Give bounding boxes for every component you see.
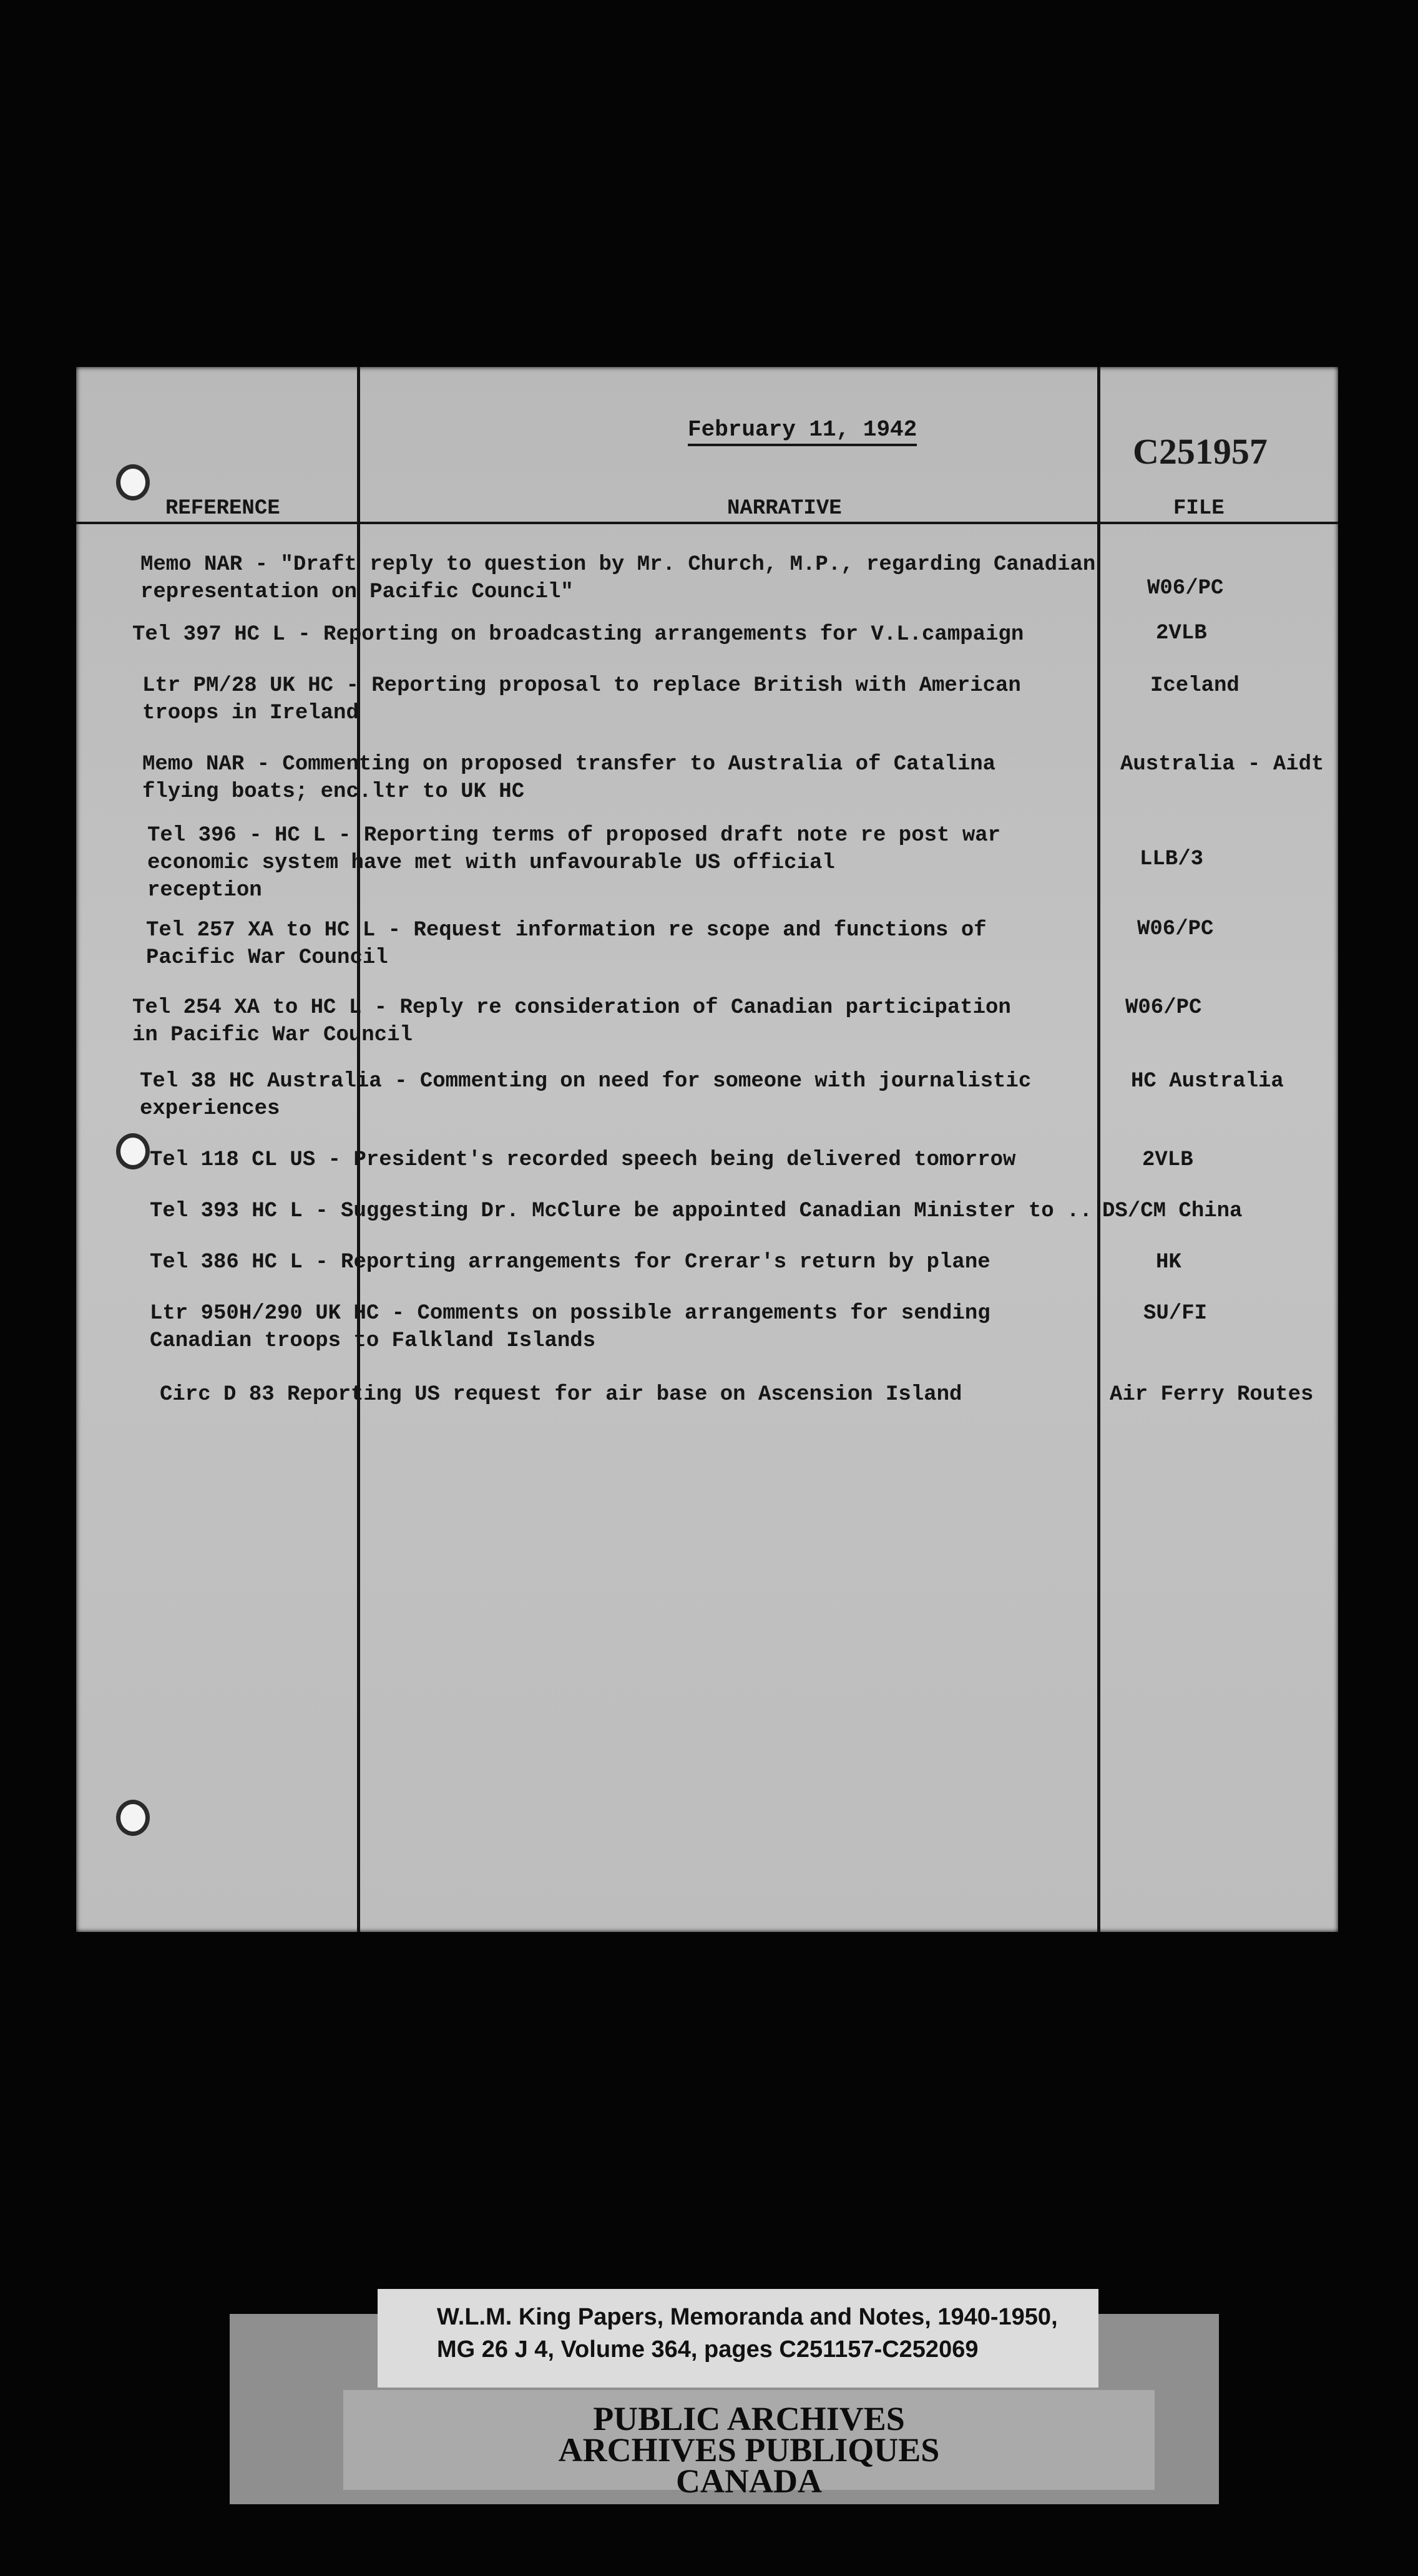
column-header-narrative: NARRATIVE [727, 497, 842, 520]
entry-text-line: Ltr 950H/290 UK HC - Comments on possible arrangements for sending [150, 1302, 990, 1325]
entry-text-line: Tel 257 XA to HC L - Request information re scope and functions of [146, 919, 987, 942]
entry-text-line: Memo NAR - "Draft reply to question by Mr. Church, M.P., regarding Canadian [140, 553, 1096, 577]
archive-caption-line-2: MG 26 J 4, Volume 364, pages C251157-C252069 [437, 2336, 979, 2363]
entry-text-line: Tel 254 XA to HC L - Reply re consideration of Canadian participation [132, 996, 1011, 1020]
entry-file: 2VLB [1156, 622, 1207, 645]
archive-stamp-line-3: CANADA [676, 2462, 822, 2500]
entry-file: HC Australia [1131, 1070, 1284, 1093]
column-header-file: FILE [1173, 497, 1225, 520]
entry-file: 2VLB [1142, 1148, 1193, 1172]
archive-stamp-line-2: ARCHIVES PUBLIQUES [558, 2431, 940, 2469]
column-header-reference: REFERENCE [165, 497, 280, 520]
entry-text-line: Tel 393 HC L - Suggesting Dr. McClure be appointed Canadian Minister to .. [150, 1199, 1092, 1223]
entry-file: SU/FI [1143, 1302, 1208, 1325]
document-number-stamp: C251957 [1133, 431, 1268, 472]
entry-text-line: Tel 386 HC L - Reporting arrangements for Crerar's return by plane [150, 1251, 990, 1274]
entry-text-line: Circ D 83 Reporting US request for air base on Ascension Island [160, 1383, 962, 1407]
punch-hole [116, 464, 150, 500]
column-divider-right [1097, 367, 1100, 1932]
entry-file: Iceland [1150, 674, 1240, 698]
entry-text-line: representation on Pacific Council" [140, 580, 574, 604]
archive-caption-line-1: W.L.M. King Papers, Memoranda and Notes, 1940-1950, [437, 2304, 1058, 2330]
entry-text-line: flying boats; enc.ltr to UK HC [142, 780, 525, 804]
entry-text-line: Tel 118 CL US - President's recorded speech being delivered tomorrow [150, 1148, 1016, 1172]
entry-file: W06/PC [1125, 996, 1202, 1020]
entry-text-line: reception [147, 879, 262, 902]
punch-hole [116, 1133, 150, 1169]
archive-stamp-line-1: PUBLIC ARCHIVES [593, 2400, 905, 2437]
entry-file: Australia - Aidt [1120, 753, 1324, 776]
entry-text-line: in Pacific War Council [132, 1023, 413, 1047]
entry-text-line: Pacific War Council [146, 946, 388, 970]
entry-file: HK [1156, 1251, 1181, 1274]
entry-text-line: experiences [140, 1097, 280, 1121]
document-date: February 11, 1942 [688, 417, 917, 446]
header-rule [76, 522, 1338, 524]
entry-text-line: Memo NAR - Commenting on proposed transfer to Australia of Catalina [142, 753, 996, 776]
entry-file: W06/PC [1137, 917, 1214, 941]
entry-file: Air Ferry Routes [1110, 1383, 1314, 1407]
entry-text-line: Canadian troops to Falkland Islands [150, 1329, 596, 1353]
entry-text-line: economic system have met with unfavourable US official [147, 851, 835, 875]
entry-text-line: Tel 396 - HC L - Reporting terms of proposed draft note re post war [147, 824, 1001, 847]
entry-text-line: Tel 38 HC Australia - Commenting on need for someone with journalistic [140, 1070, 1032, 1093]
entry-text-line: Tel 397 HC L - Reporting on broadcasting arrangements for V.L.campaign [132, 623, 1024, 646]
entry-file: DS/CM China [1102, 1199, 1243, 1223]
entry-text-line: troops in Ireland [142, 701, 359, 725]
entry-file: LLB/3 [1140, 847, 1204, 871]
punch-hole [116, 1800, 150, 1836]
entry-text-line: Ltr PM/28 UK HC - Reporting proposal to replace British with American [142, 674, 1021, 698]
entry-file: W06/PC [1147, 577, 1224, 600]
